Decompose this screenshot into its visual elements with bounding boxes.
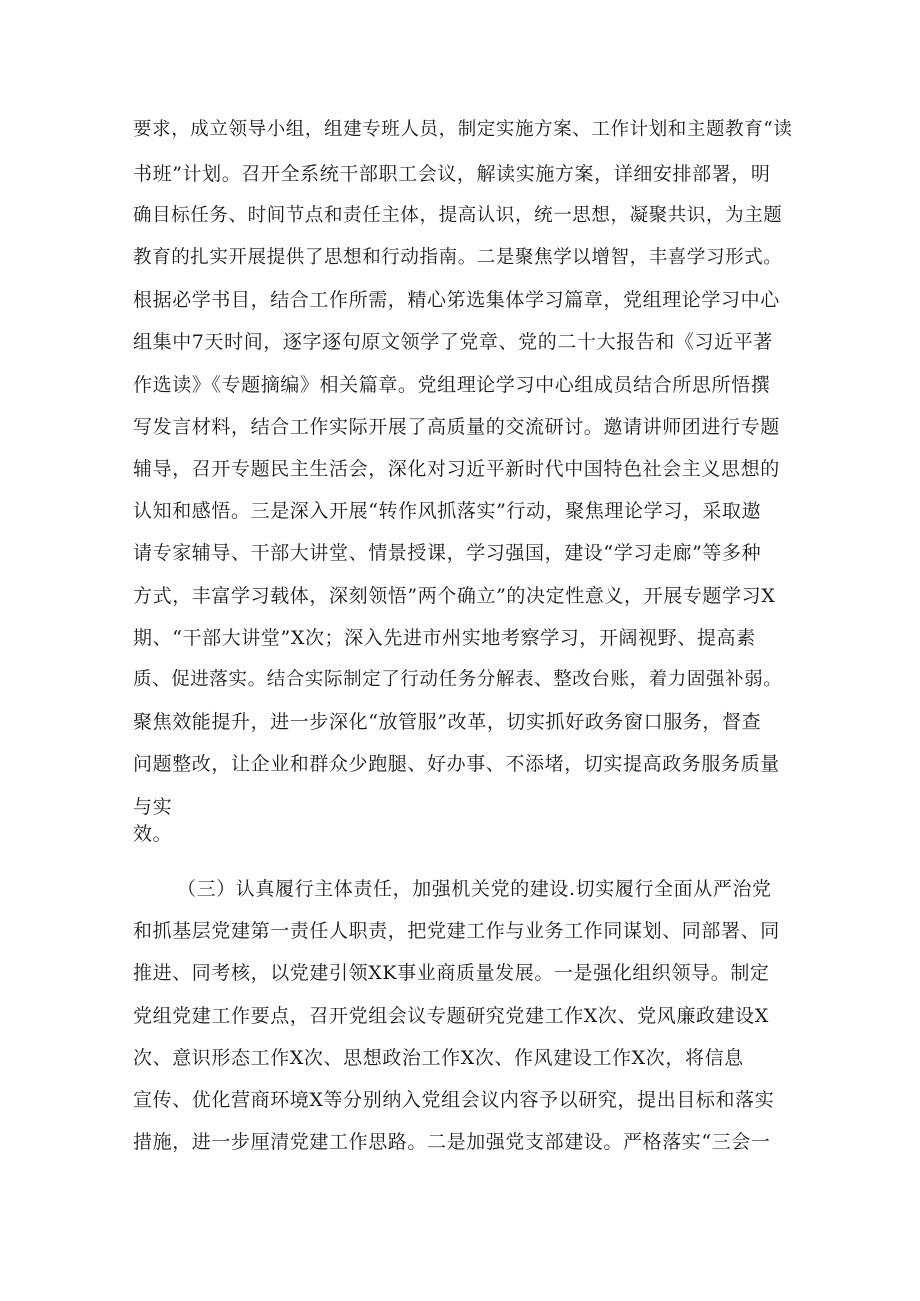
text-line: 措施，进一步厘清党建工作思路。二是加强党支部建设。严格落实“三会一 [133,1131,771,1153]
text-line: 认知和感悟。三是深入开展“转作风抓落实”行动，聚焦理论学习，采取遨 [133,500,762,522]
text-line: 方式，丰富学习载体，深刻领悟”两个确立”的决定性意义，开展专题学习X [133,585,776,607]
text-line: 与实 [133,796,173,818]
text-line: 推进、同考核，以党建引领XK事业商质量发展。一是强化组织领导。制定 [133,962,770,984]
text-line: 质、促进落实。结合实际制定了行动任务分解表、整改台账，着力固强补弱。 [133,669,783,690]
text-line: 组集中7天时间，逐字逐句原文领学了党章、党的二十大报告和《习近平著 [133,331,773,353]
text-line: 聚焦效能提升，进一步深化“放管服”改革，切实抓好政务窗口服务，督查 [133,711,762,733]
text-line: 效。 [133,823,173,845]
text-line: 根据必学书目，结合工作所需，精心笫选集体学习篇章，党组理论学习中心 [133,289,780,311]
text-line: 教育的扎实开展提供了思想和行动指南。二是聚焦学以增智，丰喜学习形式。 [133,247,783,268]
text-line: 辅导，召开专题民主生活会，深化对习近平新时代中国特色社会主义思想的 [133,458,780,480]
text-line: 书班”计划。召开全系统干部职工会议，解读实施方案，详细安排部署，明 [133,163,771,185]
text-line: 写发言材料，结合工作实际开展了高质量的交流研讨。邀请讲师团进行专题 [133,416,780,438]
text-line: 确目标任务、时间节点和责任主体，提高认识，统一思想，凝聚共识，为主题 [133,205,783,226]
section-heading-line: （三）认真履行主体责任，加强机关党的建设.切实履行全面从严治党 [177,878,772,900]
text-line: 期、“干部大讲堂”X次；深入先进市州实地考察学习，开阔视野、提高素 [133,627,756,649]
text-line: 要求，成立领导小组，组建专班人员，制定实施方案、工作计划和主题教育“读 [133,119,793,140]
text-line: 次、意识形态工作X次、思想政治工作X次、作风建设工作X次，将信息 [133,1047,744,1069]
text-line: 问题整改，让企业和群众少跑腿、好办事、不添堵，切实提高政务服务质量 [133,753,780,775]
text-line: 宣传、优化营商环境X等分别纳入党组会议内容予以研究，提出目标和落实 [133,1089,775,1111]
text-line: 作选读》《专题摘编》相关篇章。党组理论学习中心组成员结合所思所悟撰 [133,374,771,396]
text-line: 和抓基层党建第一责任人职责，把党建工作与业务工作同谋划、同部署、同 [133,920,780,942]
text-line: 党组党建工作要点，召开党组会议专题研究党建工作X次、党风廉政建设X [133,1005,769,1027]
text-line: 请专家辅导、干部大讲堂、情景授课，学习强国，建设“学习走廊”等多种 [133,542,762,564]
